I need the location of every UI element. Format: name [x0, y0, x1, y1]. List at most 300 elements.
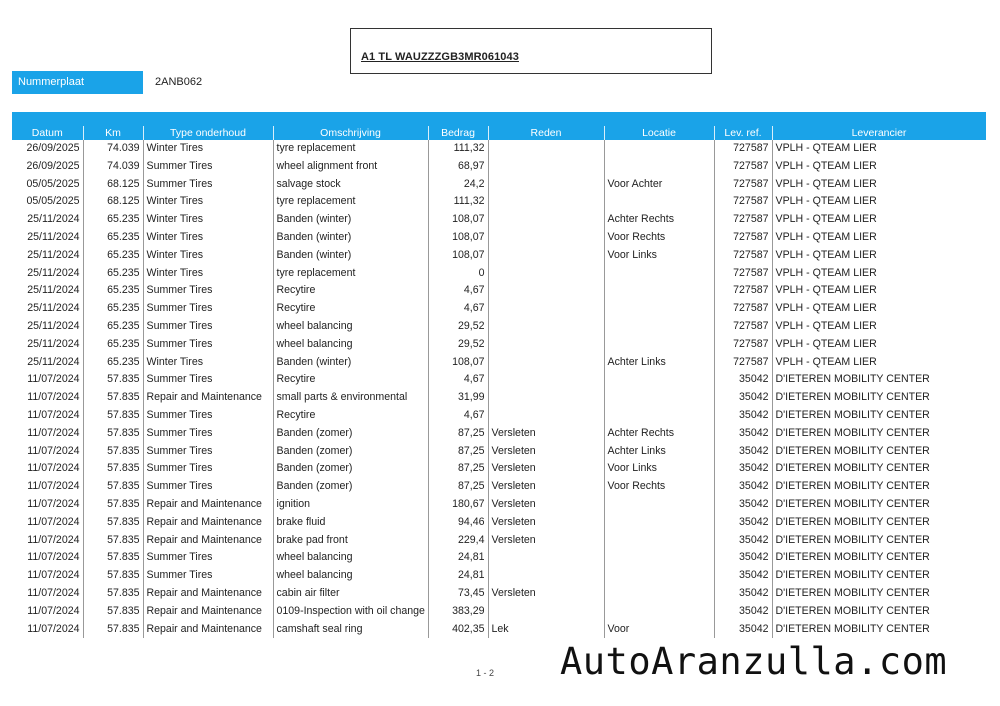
- cell-omschrijving: cabin air filter: [273, 585, 428, 603]
- cell-lev-ref: 35042: [714, 425, 772, 443]
- cell-datum: 11/07/2024: [12, 425, 83, 443]
- cell-type-onderhoud: Winter Tires: [143, 354, 273, 372]
- plate-label: Nummerplaat: [12, 71, 143, 94]
- cell-datum: 26/09/2025: [12, 158, 83, 176]
- cell-leverancier: VPLH - QTEAM LIER: [775, 355, 877, 368]
- table-row: [12, 514, 986, 532]
- cell-datum: 11/07/2024: [12, 621, 83, 639]
- cell-locatie: [604, 140, 714, 158]
- cell-type-onderhoud: Summer Tires: [143, 176, 273, 194]
- header-bedrag: Bedrag: [428, 126, 488, 140]
- cell-datum: 05/05/2025: [12, 176, 83, 194]
- cell-locatie: Voor Links: [604, 460, 714, 478]
- table-row: [12, 478, 986, 496]
- cell-reden: Lek: [488, 621, 604, 639]
- cell-km: 57.835: [83, 460, 143, 478]
- cell-leverancier: D'IETEREN MOBILITY CENTER: [775, 426, 930, 439]
- table-row: [12, 460, 986, 478]
- cell-lev-ref: 727587: [714, 211, 772, 229]
- header-datum: Datum: [12, 126, 83, 140]
- cell-leverancier: VPLH - QTEAM LIER: [775, 213, 877, 226]
- cell-km: 57.835: [83, 549, 143, 567]
- cell-datum: 25/11/2024: [12, 336, 83, 354]
- plate-value: 2ANB062: [155, 76, 203, 88]
- cell-type-onderhoud: Repair and Maintenance: [143, 496, 273, 514]
- cell-reden: [488, 567, 604, 585]
- cell-type-onderhoud: Winter Tires: [143, 211, 273, 229]
- cell-reden: [488, 354, 604, 372]
- cell-bedrag: 4,67: [428, 300, 488, 318]
- cell-leverancier: D'IETEREN MOBILITY CENTER: [775, 444, 930, 457]
- cell-bedrag: 29,52: [428, 336, 488, 354]
- cell-leverancier: D'IETEREN MOBILITY CENTER: [775, 462, 930, 475]
- table-row: [12, 496, 986, 514]
- cell-leverancier: D'IETEREN MOBILITY CENTER: [775, 408, 930, 421]
- cell-omschrijving: small parts & environmental: [273, 389, 428, 407]
- cell-lev-ref: 727587: [714, 193, 772, 211]
- cell-leverancier: D'IETEREN MOBILITY CENTER: [775, 480, 930, 493]
- cell-reden: [488, 140, 604, 158]
- cell-bedrag: 24,2: [428, 176, 488, 194]
- cell-leverancier: D'IETEREN MOBILITY CENTER: [775, 622, 930, 635]
- cell-type-onderhoud: Summer Tires: [143, 549, 273, 567]
- cell-type-onderhoud: Summer Tires: [143, 282, 273, 300]
- cell-leverancier: D'IETEREN MOBILITY CENTER: [775, 497, 930, 510]
- cell-locatie: [604, 532, 714, 550]
- cell-type-onderhoud: Repair and Maintenance: [143, 514, 273, 532]
- header-km: Km: [83, 126, 143, 140]
- table-row: [12, 300, 986, 318]
- cell-omschrijving: brake pad front: [273, 532, 428, 550]
- cell-km: 65.235: [83, 247, 143, 265]
- cell-locatie: [604, 585, 714, 603]
- cell-datum: 25/11/2024: [12, 318, 83, 336]
- cell-bedrag: 87,25: [428, 460, 488, 478]
- header-type-onderhoud: Type onderhoud: [143, 126, 273, 140]
- cell-leverancier: D'IETEREN MOBILITY CENTER: [775, 569, 930, 582]
- cell-reden: Versleten: [488, 585, 604, 603]
- table-row: [12, 354, 986, 372]
- cell-km: 57.835: [83, 496, 143, 514]
- cell-lev-ref: 35042: [714, 496, 772, 514]
- cell-leverancier: D'IETEREN MOBILITY CENTER: [775, 586, 930, 599]
- cell-km: 68.125: [83, 193, 143, 211]
- cell-omschrijving: camshaft seal ring: [273, 621, 428, 639]
- cell-lev-ref: 727587: [714, 336, 772, 354]
- cell-locatie: Voor Achter: [604, 176, 714, 194]
- cell-type-onderhoud: Summer Tires: [143, 318, 273, 336]
- cell-bedrag: 87,25: [428, 443, 488, 461]
- cell-bedrag: 4,67: [428, 371, 488, 389]
- maintenance-table: [12, 112, 986, 638]
- cell-locatie: [604, 371, 714, 389]
- cell-datum: 25/11/2024: [12, 229, 83, 247]
- cell-reden: Versleten: [488, 514, 604, 532]
- cell-type-onderhoud: Repair and Maintenance: [143, 621, 273, 639]
- cell-lev-ref: 727587: [714, 282, 772, 300]
- cell-reden: [488, 265, 604, 283]
- cell-type-onderhoud: Repair and Maintenance: [143, 389, 273, 407]
- cell-omschrijving: wheel balancing: [273, 336, 428, 354]
- cell-km: 57.835: [83, 425, 143, 443]
- document-title: A1 TL WAUZZZGB3MR061043: [361, 51, 519, 63]
- cell-lev-ref: 727587: [714, 318, 772, 336]
- table-row: [12, 389, 986, 407]
- cell-locatie: Achter Rechts: [604, 425, 714, 443]
- cell-locatie: Voor Rechts: [604, 229, 714, 247]
- cell-leverancier: D'IETEREN MOBILITY CENTER: [775, 515, 930, 528]
- cell-lev-ref: 727587: [714, 300, 772, 318]
- cell-locatie: Voor: [604, 621, 714, 639]
- cell-datum: 05/05/2025: [12, 193, 83, 211]
- cell-datum: 11/07/2024: [12, 371, 83, 389]
- cell-reden: [488, 211, 604, 229]
- cell-datum: 25/11/2024: [12, 354, 83, 372]
- cell-leverancier: VPLH - QTEAM LIER: [775, 266, 877, 279]
- table-row: [12, 193, 986, 211]
- table-row: [12, 158, 986, 176]
- cell-km: 57.835: [83, 514, 143, 532]
- cell-omschrijving: Banden (zomer): [273, 460, 428, 478]
- cell-locatie: [604, 389, 714, 407]
- cell-lev-ref: 35042: [714, 371, 772, 389]
- cell-datum: 25/11/2024: [12, 211, 83, 229]
- cell-datum: 11/07/2024: [12, 514, 83, 532]
- cell-leverancier: VPLH - QTEAM LIER: [775, 142, 877, 154]
- cell-lev-ref: 727587: [714, 354, 772, 372]
- cell-type-onderhoud: Winter Tires: [143, 140, 273, 158]
- cell-bedrag: 68,97: [428, 158, 488, 176]
- cell-bedrag: 4,67: [428, 407, 488, 425]
- cell-reden: [488, 407, 604, 425]
- cell-type-onderhoud: Repair and Maintenance: [143, 585, 273, 603]
- cell-type-onderhoud: Summer Tires: [143, 443, 273, 461]
- table-row: [12, 549, 986, 567]
- cell-km: 57.835: [83, 621, 143, 639]
- cell-lev-ref: 727587: [714, 265, 772, 283]
- cell-type-onderhoud: Summer Tires: [143, 336, 273, 354]
- cell-omschrijving: salvage stock: [273, 176, 428, 194]
- cell-locatie: [604, 265, 714, 283]
- cell-bedrag: 0: [428, 265, 488, 283]
- cell-locatie: Voor Links: [604, 247, 714, 265]
- cell-omschrijving: Banden (winter): [273, 229, 428, 247]
- table-row: [12, 229, 986, 247]
- cell-locatie: [604, 514, 714, 532]
- cell-locatie: [604, 300, 714, 318]
- table-row: [12, 265, 986, 283]
- cell-omschrijving: Recytire: [273, 371, 428, 389]
- cell-lev-ref: 35042: [714, 532, 772, 550]
- cell-locatie: [604, 407, 714, 425]
- cell-km: 57.835: [83, 585, 143, 603]
- cell-lev-ref: 727587: [714, 158, 772, 176]
- cell-bedrag: 108,07: [428, 211, 488, 229]
- cell-datum: 11/07/2024: [12, 603, 83, 621]
- cell-type-onderhoud: Summer Tires: [143, 567, 273, 585]
- cell-lev-ref: 35042: [714, 621, 772, 639]
- cell-datum: 11/07/2024: [12, 389, 83, 407]
- cell-type-onderhoud: Summer Tires: [143, 300, 273, 318]
- cell-type-onderhoud: Repair and Maintenance: [143, 603, 273, 621]
- cell-locatie: [604, 158, 714, 176]
- cell-km: 65.235: [83, 229, 143, 247]
- cell-lev-ref: 35042: [714, 603, 772, 621]
- header-omschrijving: Omschrijving: [273, 126, 428, 140]
- cell-locatie: Voor Rechts: [604, 478, 714, 496]
- cell-leverancier: VPLH - QTEAM LIER: [775, 230, 877, 243]
- cell-reden: Versleten: [488, 496, 604, 514]
- table-row: [12, 371, 986, 389]
- cell-reden: [488, 549, 604, 567]
- cell-datum: 11/07/2024: [12, 407, 83, 425]
- cell-reden: [488, 158, 604, 176]
- cell-lev-ref: 35042: [714, 443, 772, 461]
- cell-reden: Versleten: [488, 532, 604, 550]
- cell-omschrijving: Banden (zomer): [273, 425, 428, 443]
- cell-reden: [488, 300, 604, 318]
- cell-type-onderhoud: Summer Tires: [143, 371, 273, 389]
- cell-type-onderhoud: Summer Tires: [143, 460, 273, 478]
- cell-locatie: [604, 567, 714, 585]
- cell-omschrijving: wheel balancing: [273, 567, 428, 585]
- cell-omschrijving: wheel balancing: [273, 318, 428, 336]
- cell-leverancier: VPLH - QTEAM LIER: [775, 319, 877, 332]
- cell-km: 57.835: [83, 478, 143, 496]
- cell-bedrag: 87,25: [428, 478, 488, 496]
- cell-omschrijving: 0109-Inspection with oil change: [273, 603, 428, 621]
- cell-omschrijving: Banden (zomer): [273, 478, 428, 496]
- cell-type-onderhoud: Winter Tires: [143, 265, 273, 283]
- cell-lev-ref: 35042: [714, 567, 772, 585]
- cell-omschrijving: Recytire: [273, 300, 428, 318]
- table-row: [12, 585, 986, 603]
- cell-reden: [488, 247, 604, 265]
- cell-reden: [488, 176, 604, 194]
- header-lev-ref: Lev. ref.: [714, 126, 772, 140]
- cell-km: 65.235: [83, 211, 143, 229]
- cell-omschrijving: Recytire: [273, 407, 428, 425]
- cell-datum: 25/11/2024: [12, 265, 83, 283]
- cell-km: 65.235: [83, 354, 143, 372]
- table-row: [12, 603, 986, 621]
- cell-reden: [488, 193, 604, 211]
- cell-reden: [488, 389, 604, 407]
- document-title-box: [350, 28, 712, 74]
- cell-datum: 11/07/2024: [12, 496, 83, 514]
- table-body: [12, 140, 986, 638]
- header-locatie: Locatie: [604, 126, 714, 140]
- cell-km: 57.835: [83, 407, 143, 425]
- cell-km: 57.835: [83, 443, 143, 461]
- cell-datum: 11/07/2024: [12, 460, 83, 478]
- cell-lev-ref: 35042: [714, 478, 772, 496]
- header-leverancier: Leverancier: [772, 126, 986, 140]
- cell-reden: Versleten: [488, 460, 604, 478]
- table-row: [12, 621, 986, 639]
- cell-bedrag: 402,35: [428, 621, 488, 639]
- cell-bedrag: 180,67: [428, 496, 488, 514]
- cell-reden: Versleten: [488, 478, 604, 496]
- cell-omschrijving: Banden (zomer): [273, 443, 428, 461]
- cell-bedrag: 108,07: [428, 354, 488, 372]
- table-row: [12, 407, 986, 425]
- cell-bedrag: 73,45: [428, 585, 488, 603]
- cell-leverancier: VPLH - QTEAM LIER: [775, 284, 877, 297]
- cell-locatie: Achter Links: [604, 354, 714, 372]
- cell-type-onderhoud: Summer Tires: [143, 478, 273, 496]
- cell-leverancier: D'IETEREN MOBILITY CENTER: [775, 551, 930, 564]
- table-row: [12, 140, 986, 158]
- cell-km: 57.835: [83, 371, 143, 389]
- cell-locatie: Achter Links: [604, 443, 714, 461]
- cell-lev-ref: 727587: [714, 176, 772, 194]
- cell-locatie: [604, 193, 714, 211]
- cell-reden: [488, 318, 604, 336]
- cell-omschrijving: Banden (winter): [273, 354, 428, 372]
- cell-km: 57.835: [83, 603, 143, 621]
- table-row: [12, 425, 986, 443]
- cell-bedrag: 111,32: [428, 140, 488, 158]
- cell-lev-ref: 727587: [714, 229, 772, 247]
- table-row: [12, 336, 986, 354]
- cell-locatie: [604, 549, 714, 567]
- cell-locatie: [604, 336, 714, 354]
- cell-km: 74.039: [83, 140, 143, 158]
- cell-leverancier: VPLH - QTEAM LIER: [775, 177, 877, 190]
- cell-type-onderhoud: Winter Tires: [143, 247, 273, 265]
- cell-datum: 25/11/2024: [12, 282, 83, 300]
- cell-reden: [488, 336, 604, 354]
- cell-bedrag: 31,99: [428, 389, 488, 407]
- cell-bedrag: 24,81: [428, 567, 488, 585]
- cell-reden: [488, 371, 604, 389]
- cell-bedrag: 94,46: [428, 514, 488, 532]
- cell-datum: 11/07/2024: [12, 443, 83, 461]
- table-row: [12, 211, 986, 229]
- header-band: [12, 112, 986, 126]
- cell-datum: 11/07/2024: [12, 585, 83, 603]
- cell-type-onderhoud: Summer Tires: [143, 425, 273, 443]
- cell-datum: 11/07/2024: [12, 549, 83, 567]
- cell-leverancier: VPLH - QTEAM LIER: [775, 337, 877, 350]
- cell-km: 74.039: [83, 158, 143, 176]
- cell-omschrijving: tyre replacement: [273, 193, 428, 211]
- cell-bedrag: 87,25: [428, 425, 488, 443]
- cell-lev-ref: 727587: [714, 140, 772, 158]
- cell-reden: Versleten: [488, 443, 604, 461]
- cell-km: 68.125: [83, 176, 143, 194]
- cell-bedrag: 383,29: [428, 603, 488, 621]
- cell-reden: [488, 282, 604, 300]
- table-row: [12, 443, 986, 461]
- cell-locatie: [604, 603, 714, 621]
- cell-leverancier: VPLH - QTEAM LIER: [775, 159, 877, 172]
- cell-datum: 25/11/2024: [12, 300, 83, 318]
- cell-bedrag: 29,52: [428, 318, 488, 336]
- watermark-text: AutoAranzulla.com: [560, 640, 948, 683]
- cell-km: 65.235: [83, 318, 143, 336]
- cell-bedrag: 229,4: [428, 532, 488, 550]
- cell-type-onderhoud: Winter Tires: [143, 229, 273, 247]
- cell-omschrijving: Recytire: [273, 282, 428, 300]
- cell-lev-ref: 35042: [714, 407, 772, 425]
- cell-leverancier: VPLH - QTEAM LIER: [775, 302, 877, 315]
- cell-datum: 26/09/2025: [12, 140, 83, 158]
- cell-omschrijving: tyre replacement: [273, 265, 428, 283]
- cell-type-onderhoud: Summer Tires: [143, 407, 273, 425]
- cell-omschrijving: ignition: [273, 496, 428, 514]
- cell-type-onderhoud: Repair and Maintenance: [143, 532, 273, 550]
- cell-datum: 11/07/2024: [12, 478, 83, 496]
- cell-reden: [488, 603, 604, 621]
- table-header-row: [12, 126, 986, 140]
- cell-datum: 11/07/2024: [12, 532, 83, 550]
- cell-locatie: [604, 318, 714, 336]
- cell-km: 57.835: [83, 532, 143, 550]
- cell-reden: [488, 229, 604, 247]
- cell-bedrag: 111,32: [428, 193, 488, 211]
- cell-km: 65.235: [83, 300, 143, 318]
- cell-locatie: [604, 496, 714, 514]
- cell-leverancier: D'IETEREN MOBILITY CENTER: [775, 373, 930, 386]
- cell-bedrag: 4,67: [428, 282, 488, 300]
- cell-lev-ref: 35042: [714, 514, 772, 532]
- table-row: [12, 532, 986, 550]
- cell-omschrijving: Banden (winter): [273, 211, 428, 229]
- table-row: [12, 247, 986, 265]
- cell-lev-ref: 727587: [714, 247, 772, 265]
- cell-leverancier: D'IETEREN MOBILITY CENTER: [775, 391, 930, 404]
- cell-lev-ref: 35042: [714, 460, 772, 478]
- cell-leverancier: D'IETEREN MOBILITY CENTER: [775, 604, 930, 617]
- cell-omschrijving: wheel balancing: [273, 549, 428, 567]
- cell-bedrag: 24,81: [428, 549, 488, 567]
- table-row: [12, 176, 986, 194]
- cell-omschrijving: tyre replacement: [273, 140, 428, 158]
- cell-lev-ref: 35042: [714, 389, 772, 407]
- cell-leverancier: VPLH - QTEAM LIER: [775, 248, 877, 261]
- cell-omschrijving: Banden (winter): [273, 247, 428, 265]
- table-row: [12, 282, 986, 300]
- cell-reden: Versleten: [488, 425, 604, 443]
- header-reden: Reden: [488, 126, 604, 140]
- cell-type-onderhoud: Summer Tires: [143, 158, 273, 176]
- cell-km: 65.235: [83, 336, 143, 354]
- cell-type-onderhoud: Winter Tires: [143, 193, 273, 211]
- cell-km: 57.835: [83, 567, 143, 585]
- cell-locatie: Achter Rechts: [604, 211, 714, 229]
- cell-bedrag: 108,07: [428, 247, 488, 265]
- cell-km: 65.235: [83, 282, 143, 300]
- cell-bedrag: 108,07: [428, 229, 488, 247]
- cell-leverancier: D'IETEREN MOBILITY CENTER: [775, 533, 930, 546]
- cell-leverancier: VPLH - QTEAM LIER: [775, 195, 877, 208]
- table-row: [12, 318, 986, 336]
- cell-datum: 25/11/2024: [12, 247, 83, 265]
- cell-lev-ref: 35042: [714, 585, 772, 603]
- cell-km: 65.235: [83, 265, 143, 283]
- cell-locatie: [604, 282, 714, 300]
- cell-datum: 11/07/2024: [12, 567, 83, 585]
- cell-omschrijving: brake fluid: [273, 514, 428, 532]
- maintenance-table-container: [12, 112, 986, 640]
- page-indicator: 1 - 2: [476, 668, 495, 678]
- table-row: [12, 567, 986, 585]
- cell-omschrijving: wheel alignment front: [273, 158, 428, 176]
- cell-lev-ref: 35042: [714, 549, 772, 567]
- cell-km: 57.835: [83, 389, 143, 407]
